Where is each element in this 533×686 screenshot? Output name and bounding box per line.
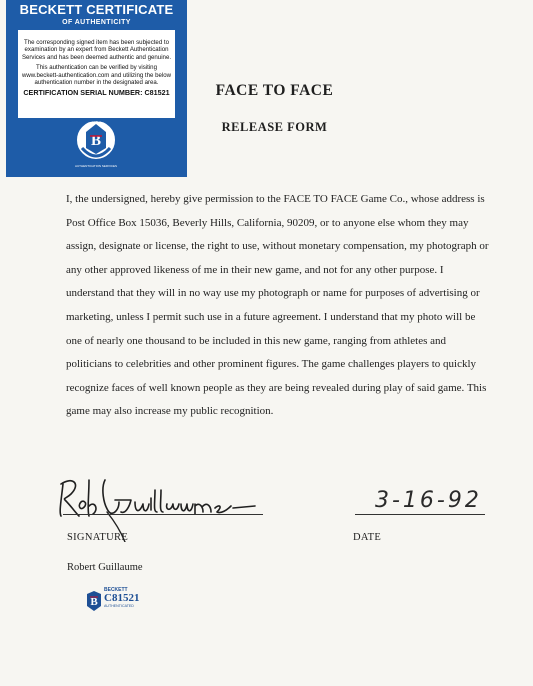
- seal-subtext: AUTHENTICATION SERVICES: [74, 164, 118, 168]
- authentication-sticker: [86, 585, 148, 619]
- release-text: [66, 188, 492, 424]
- release-paragraph: I, the undersigned, hereby give permission to the FACE TO FACE Game Co., whose address is Post Office Box 15036, Beverly Hills, California, 90209, or to anyone else whom they may assign, designate or license, the right to use, without monetary compensation, my photograph or any other approved likeness of me in their new game, and not for any other purpose. I understand that they will in no way use my photograph or name for purposes of advertising or marketing, unless I permit such use in a future agreement. I understand that my photo will be one of nearly one thousand to be included in this new game, ranging from athletes and politicians to celebrities and other prominent figures. The game challenges players to quickly recognize faces of well known people as they are being revealed during play of said game. This game may also increase my public recognition.: [66, 193, 489, 418]
- certificate-paragraph-2: This authentication can be verified by visiting www.beckett-authentication.com and utilizing the below authentication number in the designated area.: [21, 64, 172, 87]
- signature-line: [63, 514, 263, 515]
- signer-name: Robert Guillaume: [67, 562, 143, 573]
- signature-label: SIGNATURE: [67, 532, 129, 543]
- sticker-auth-text: AUTHENTICATED: [104, 604, 134, 608]
- document-title: FACE TO FACE: [215, 82, 334, 99]
- document-subtitle: RELEASE FORM: [221, 120, 328, 134]
- sticker-code: C81521: [104, 592, 140, 604]
- certificate-title: BECKETT CERTIFICATE: [19, 2, 174, 17]
- certificate-paragraph-1: The corresponding signed item has been subjected to examination by an expert from Beckett Authentication Services and has been deemed authentic and genuine.: [21, 39, 172, 61]
- date-line: [355, 514, 485, 515]
- handwritten-date: 3-16-92: [375, 488, 482, 513]
- svg-text:B: B: [90, 596, 98, 608]
- certificate-body: [18, 30, 175, 118]
- certificate-serial: CERTIFICATION SERIAL NUMBER: C81521: [23, 88, 170, 98]
- seal-brand-text: BECKETT: [86, 118, 106, 123]
- date-label: DATE: [353, 532, 382, 543]
- sticker-brand: BECKETT: [104, 587, 128, 593]
- certificate-subtitle: OF AUTHENTICITY: [62, 19, 131, 26]
- handwritten-signature-icon: [55, 462, 270, 542]
- svg-text:B: B: [90, 133, 102, 149]
- beckett-logo-icon: [86, 590, 102, 612]
